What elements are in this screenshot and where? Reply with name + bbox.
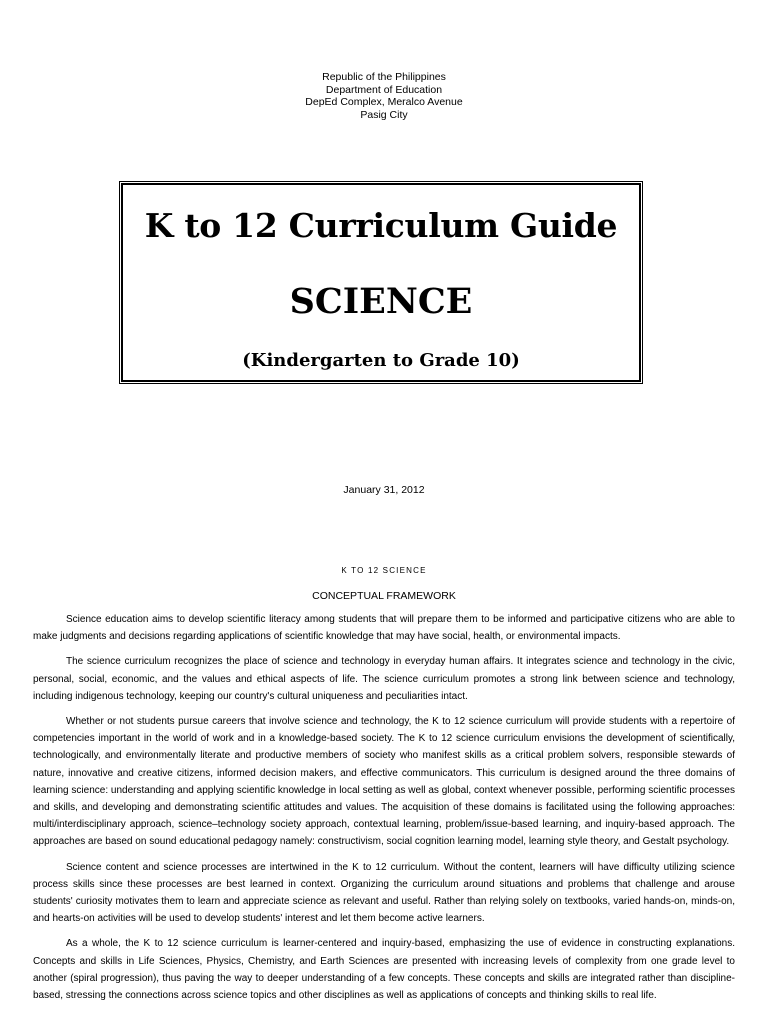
header-country: Republic of the Philippines: [322, 71, 446, 83]
title-box: [119, 181, 643, 384]
body-text: [33, 611, 735, 1012]
section-title: K TO 12 SCIENCE: [341, 566, 427, 575]
section-subtitle: CONCEPTUAL FRAMEWORK: [312, 590, 456, 602]
paragraph: Science education aims to develop scientific literacy among students that will prepare them to be informed and participative citizens who are able to make judgments and decisions regarding applications of scientific knowledge that may have social, health, or environmental impacts.: [33, 614, 735, 643]
header-department: Department of Education: [325, 83, 443, 96]
paragraph: The science curriculum recognizes the place of science and technology in everyday human affairs. It integrates science and technology in the civic, personal, social, economic, and the values and ethical aspects of life. The science curriculum promotes a strong link between science and technology, including indigenous technology, keeping our country's cultural uniqueness and peculiarities intact.: [33, 656, 735, 702]
grade-range: (Kindergarten to Grade 10): [242, 350, 520, 371]
document-title: K to 12 Curriculum Guide: [144, 206, 618, 245]
paragraph: Science content and science processes are intertwined in the K to 12 curriculum. Without the content, learners will have difficulty utilizing science process skills since these processes are best learned in context. Organizing the curriculum around situations and problems that challenge and arouse students' curiosity motivates them to learn and appreciate science as relevant and useful. Rather than relying solely on textbooks, varied hands-on, minds-on, and hearts-on activities will be used to develop students' interest and let them become active learners.: [33, 861, 735, 925]
paragraph: Whether or not students pursue careers that involve science and technology, the K to 12 science curriculum will provide students with a repertoire of competencies important in the world of work and in a knowledge-based society. The K to 12 science curriculum envisions the development of scientifically, technologically, and environmentally literate and productive members of society who manifest skills as a critical problem solvers, responsible stewards of nature, innovative and creative citizens, informed decision makers, and effective communicators. This curriculum is designed around the three domains of learning science: understanding and applying scientific knowledge in local setting as well as global, context whenever possible, performing scientific processes and skills, and developing and demonstrating scientific attitudes and values. The acquisition of these domains is facilitated using the following approaches: multi/interdisciplinary approach, science–technology society approach, contextual learning, problem/issue-based learning, and inquiry-based approach. The approaches are based on sound educational pedagogy namely: constructivism, social cognition learning model, learning style theory, and Gestalt psychology.: [33, 716, 735, 848]
subject-title: SCIENCE: [289, 281, 473, 322]
document-header: [0, 71, 768, 122]
document-date: January 31, 2012: [343, 484, 425, 496]
header-city: Pasig City: [360, 109, 408, 122]
paragraph: As a whole, the K to 12 science curriculum is learner-centered and inquiry-based, emphasizing the use of evidence in constructing explanations. Concepts and skills in Life Sciences, Physics, Chemistry, and Earth Sciences are presented with increasing levels of complexity from one grade level to another (spiral progression), thus paving the way to deeper understanding of a few concepts. These concepts and skills are integrated rather than discipline-based, stressing the connections across science topics and other disciplines as well as applications of concepts and thinking skills to real life.: [33, 938, 735, 1002]
header-address: DepEd Complex, Meralco Avenue: [305, 96, 463, 109]
